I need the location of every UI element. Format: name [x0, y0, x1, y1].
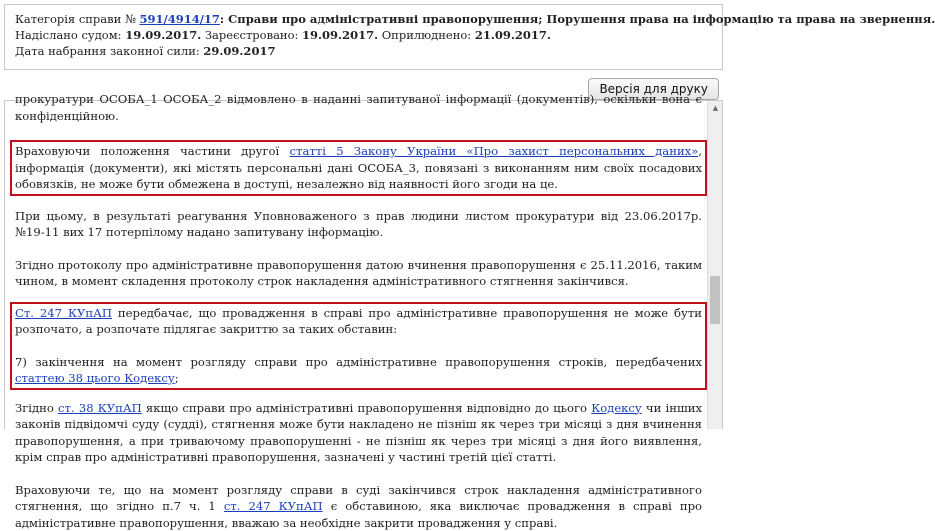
highlight-box-1: [10, 140, 707, 196]
effective-label: Дата набрання законної сили:: [15, 44, 200, 58]
paragraph-5: [15, 305, 702, 338]
paragraph-7-middle: якщо справи про адміністративні правопорушення відповідно до цього: [142, 401, 592, 415]
case-dates-row: [15, 27, 712, 43]
paragraph-3: При цьому, в результаті реагування Уповноваженого з прав людини листом прокуратури від 23.06.2017р. №19-11 вих 17 потерпілому надано запитувану інформацію.: [15, 208, 702, 241]
paragraph-8: [15, 482, 702, 531]
sent-label: Надіслано судом:: [15, 28, 122, 42]
scroll-up-arrow-icon[interactable]: ▲: [708, 101, 723, 116]
paragraph-2: [15, 143, 702, 193]
published-label: Оприлюднено:: [382, 28, 471, 42]
paragraph-4: Згідно протоколу про адміністративне правопорушення датою вчинення правопорушення є 25.11.2016, таким чином, в момент складення протоколу строк накладення адміністративного стягнення закінчився.: [15, 257, 702, 290]
paragraph-1: прокуратури ОСОБА_1 ОСОБА_2 відмовлено в наданні запитуваної інформації (документів), оскільки вона є конфіденційною.: [15, 91, 702, 124]
article-247-kupap-link[interactable]: ст. 247 КУпАП: [224, 499, 323, 513]
case-category-row: [15, 11, 712, 27]
paragraph-7-start: Згідно: [15, 401, 58, 415]
paragraph-2-start: Враховуючи положення частини другої: [15, 144, 290, 158]
article-247-link[interactable]: Ст. 247 КУпАП: [15, 306, 112, 320]
paragraph-7-end: чи інших законів підвідомчі суду (судді), стягнення може бути накладено не пізніш як через три місяці з дня вчинення правопорушення, а при триваючому правопорушенні - не пізніш як через три місяці з дня його виявлення, крім справ про адміністративні правопорушення, зазначені у частині третій цієї статті.: [15, 401, 702, 465]
registered-date: 19.09.2017.: [302, 28, 378, 42]
paragraph-5-text: передбачає, що провадження в справі про адміністративне правопорушення не може бути розпочато, а розпочате підлягає закриттю за таких обставин:: [15, 306, 702, 337]
registered-label: Зареєстровано:: [205, 28, 299, 42]
highlight-box-2: [10, 302, 707, 390]
case-category-text: : Справи про адміністративні правопорушення; Порушення права на інформацію та права на звернення.: [220, 12, 935, 26]
case-number-link[interactable]: 591/4914/17: [139, 12, 219, 26]
scroll-thumb[interactable]: [710, 276, 720, 324]
paragraph-8-start: Враховуючи те, що на момент розгляду справи в суді закінчився строк накладення адміністративного стягнення, що згідно п.7 ч. 1: [15, 483, 702, 514]
effective-date-row: [15, 43, 712, 59]
article-38-kupap-link[interactable]: ст. 38 КУпАП: [58, 401, 142, 415]
paragraph-6-end: ;: [175, 371, 179, 385]
law-article-5-link[interactable]: статті 5 Закону України «Про захист персональних даних»: [290, 144, 699, 158]
paragraph-2-end: , інформація (документи), які містять персональні дані ОСОБА_3, повязані з виконанням ним своїх посадових обовязків, не може бути обмежена в доступі, незалежно від наявності його згоди на це.: [15, 144, 702, 191]
published-date: 21.09.2017.: [475, 28, 551, 42]
document-text: [5, 91, 708, 531]
vertical-scrollbar[interactable]: [707, 101, 722, 429]
case-category-label: Категорія справи №: [15, 12, 136, 26]
paragraph-8-end: є обставиною, яка виключає провадження в справі про адміністративне правопорушення, вважаю за необхідне закрити провадження у справі.: [15, 499, 702, 530]
paragraph-7: [15, 400, 702, 466]
paragraph-6: [15, 354, 702, 387]
article-38-link[interactable]: статтею 38 цього Кодексу: [15, 371, 175, 385]
case-info-panel: [4, 4, 723, 70]
sent-date: 19.09.2017.: [125, 28, 201, 42]
code-link[interactable]: Кодексу: [591, 401, 642, 415]
print-version-button[interactable]: Версія для друку: [588, 78, 719, 100]
effective-date: 29.09.2017: [203, 44, 275, 58]
paragraph-6-start: 7) закінчення на момент розгляду справи про адміністративне правопорушення строків, передбачених: [15, 355, 702, 369]
document-frame[interactable]: [4, 100, 723, 429]
